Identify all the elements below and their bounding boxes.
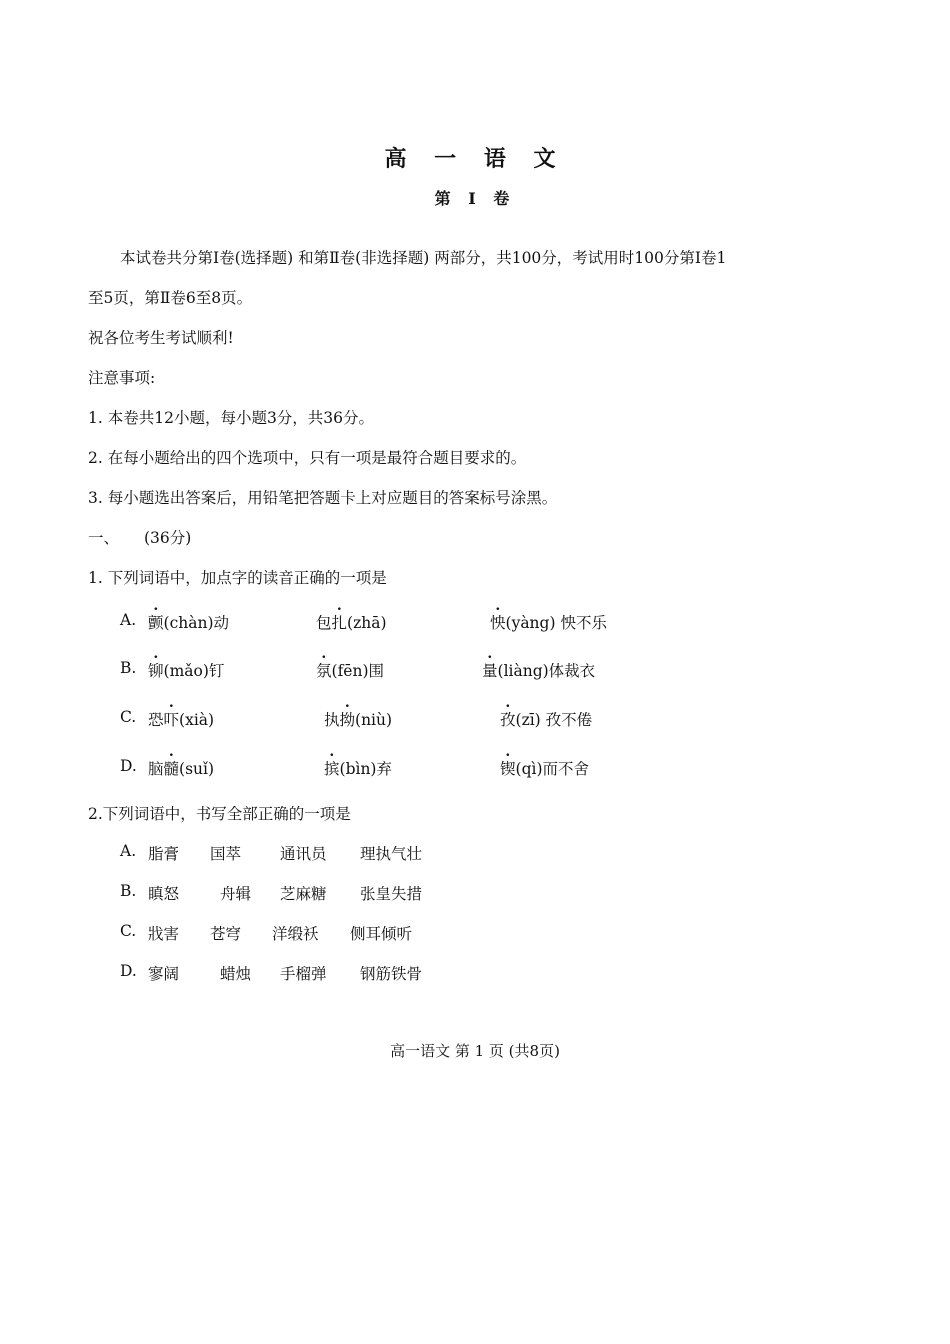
q2-option-word: 戕害 — [148, 925, 180, 943]
paper-section-title: 第 Ⅰ 卷 — [434, 189, 516, 208]
q2-option-word: 钢筋铁骨 — [360, 965, 423, 983]
q2-option-letter: C. — [120, 922, 137, 940]
emphasis-dot-char: 孜 — [500, 711, 516, 729]
section-label: 一、 — [88, 529, 120, 547]
intro-line-2: 至5页，第Ⅱ卷6至8页。 — [88, 289, 253, 307]
q2-option-letter: A. — [120, 842, 137, 860]
q2-option-word: 理执气壮 — [360, 845, 423, 863]
emphasis-dot-char: 拗 — [339, 711, 356, 729]
emphasis-dot-char: 怏 — [490, 614, 506, 632]
q1-option-item: 氛(fēn)围 — [316, 662, 385, 680]
notice-heading: 注意事项: — [88, 369, 156, 387]
exam-title: 高 一 语 文 — [384, 146, 566, 172]
q1-option-item: 颤(chàn)动 — [148, 614, 229, 632]
q2-option-word: 芝麻糖 — [280, 885, 327, 903]
emphasis-dot-char: 颤 — [148, 614, 164, 632]
emphasis-dot-char: 髓 — [163, 760, 180, 778]
q2-option-word: 通讯员 — [280, 845, 327, 863]
q1-option-letter: C. — [120, 708, 137, 726]
q1-option-item: 脑髓(suǐ) — [148, 760, 215, 778]
intro-line-1: 本试卷共分第Ⅰ卷(选择题) 和第Ⅱ卷(非选择题) 两部分，共100分，考试用时100分第Ⅰ卷1 — [120, 249, 727, 267]
q1-option-letter: B. — [120, 659, 137, 677]
notice-item: 1. 本卷共12小题，每小题3分，共36分。 — [88, 409, 375, 427]
q1-option-item: 执拗(niù) — [324, 711, 393, 729]
q2-option-word: 舟辑 — [220, 885, 252, 903]
q2-option-word: 洋缎袄 — [272, 925, 319, 943]
q1-option-letter: A. — [120, 611, 137, 629]
q1-option-item: 铆(mǎo)钉 — [148, 662, 225, 680]
q2-option-letter: B. — [120, 882, 137, 900]
q2-option-word: 瞋怒 — [148, 885, 180, 903]
emphasis-dot-char: 扎 — [331, 614, 348, 632]
q1-option-item: 孜(zī) 孜不倦 — [500, 711, 593, 729]
section-score: (36分) — [144, 529, 192, 547]
q2-option-letter: D. — [120, 962, 137, 980]
q1-option-item: 恐吓(xià) — [148, 711, 215, 729]
notice-item: 2. 在每小题给出的四个选项中，只有一项是最符合题目要求的。 — [88, 449, 527, 467]
q2-option-word: 国萃 — [210, 845, 242, 863]
emphasis-dot-char: 锲 — [500, 760, 516, 778]
emphasis-dot-char: 铆 — [148, 662, 164, 680]
q1-option-item: 摈(bìn)弃 — [324, 760, 392, 778]
q1-option-item: 包扎(zhā) — [316, 614, 387, 632]
q1-option-letter: D. — [120, 757, 137, 775]
q1-option-item: 怏(yàng) 怏不乐 — [490, 614, 607, 632]
emphasis-dot-char: 摈 — [324, 760, 340, 778]
q1-option-item: 锲(qì)而不舍 — [500, 760, 589, 778]
question-2-stem: 2.下列词语中，书写全部正确的一项是 — [88, 805, 351, 823]
emphasis-dot-char: 氛 — [316, 662, 332, 680]
notice-item: 3. 每小题选出答案后，用铅笔把答题卡上对应题目的答案标号涂黑。 — [88, 489, 558, 507]
question-1-stem: 1. 下列词语中，加点字的读音正确的一项是 — [88, 569, 387, 587]
emphasis-dot-char: 吓 — [163, 711, 180, 729]
q2-option-word: 张皇失措 — [360, 885, 423, 903]
q2-option-word: 侧耳倾听 — [350, 925, 413, 943]
wish-text: 祝各位考生考试顺利! — [88, 329, 234, 347]
page-footer: 高一语文 第 1 页 (共8页) — [390, 1042, 560, 1060]
emphasis-dot-char: 量 — [482, 662, 498, 680]
q2-option-word: 手榴弹 — [280, 965, 327, 983]
q2-option-word: 蜡烛 — [220, 965, 252, 983]
q2-option-word: 脂膏 — [148, 845, 180, 863]
q1-option-item: 量(liàng)体裁衣 — [482, 662, 596, 680]
q2-option-word: 寥阔 — [148, 965, 180, 983]
q2-option-word: 苍穹 — [210, 925, 242, 943]
